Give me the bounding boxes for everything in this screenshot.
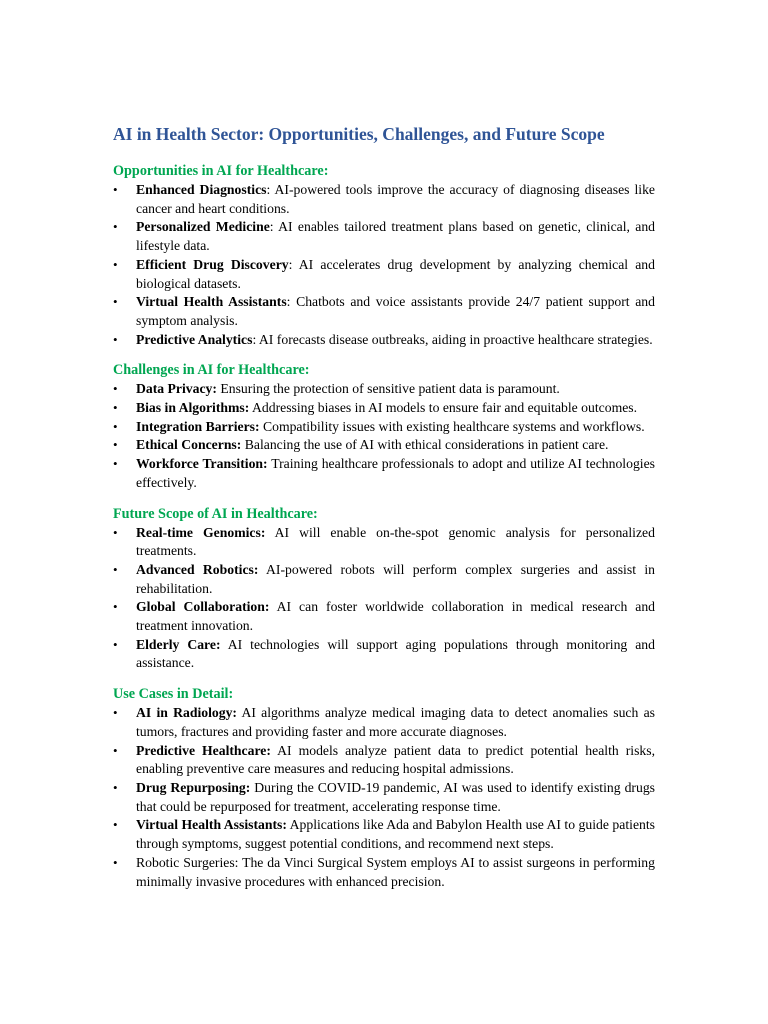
bullet-icon: •	[113, 742, 118, 758]
item-term: Integration Barriers:	[136, 418, 260, 434]
item-text: AI-powered robots will perform complex surgeries and assist in rehabilitation.	[136, 561, 655, 596]
list-item	[113, 181, 655, 218]
list-item	[113, 331, 655, 350]
list-item	[113, 742, 655, 779]
section-heading: Challenges in AI for Healthcare:	[113, 362, 310, 379]
item-term: Efficient Drug Discovery	[136, 256, 289, 272]
list-item	[113, 218, 655, 255]
item-term: Data Privacy:	[136, 381, 217, 397]
item-text: AI models analyze patient data to predict potential health risks, enabling preventive care measures and reducing hospital admissions.	[136, 742, 656, 777]
bullet-icon: •	[113, 524, 118, 540]
document-body	[113, 122, 655, 891]
list-item	[113, 636, 655, 673]
bullet-icon: •	[113, 636, 118, 652]
item-term: Virtual Health Assistants:	[136, 817, 287, 833]
bullet-icon: •	[113, 331, 118, 347]
item-text: AI technologies will support aging populations through monitoring and assistance.	[136, 636, 655, 671]
bullet-icon: •	[113, 561, 118, 577]
bullet-icon: •	[113, 294, 118, 310]
bullet-list	[113, 181, 655, 349]
list-item	[113, 854, 655, 891]
list-item	[113, 524, 655, 561]
list-item	[113, 256, 655, 293]
item-text: Compatibility issues with existing healthcare systems and workflows.	[259, 418, 645, 434]
item-text: : AI enables tailored treatment plans based on genetic, clinical, and lifestyle data.	[136, 219, 656, 254]
list-item	[113, 399, 655, 418]
bullet-icon: •	[113, 599, 118, 615]
bullet-icon: •	[113, 779, 118, 795]
item-text: Robotic Surgeries: The da Vinci Surgical System employs AI to assist surgeons in performing minimally invasive procedures with enhanced precision.	[136, 854, 655, 889]
item-term: Workforce Transition:	[136, 456, 268, 472]
item-text: Training healthcare professionals to adopt and utilize AI technologies effectively.	[136, 456, 655, 490]
item-term: Predictive Analytics	[136, 331, 253, 347]
section-future-scope	[113, 505, 655, 674]
bullet-icon: •	[113, 437, 118, 453]
item-term: Drug Repurposing:	[136, 779, 251, 795]
bullet-icon: •	[113, 219, 118, 235]
bullet-list	[113, 380, 655, 492]
bullet-list	[113, 704, 655, 891]
item-term: Ethical Concerns:	[136, 437, 242, 453]
list-item	[113, 561, 655, 598]
bullet-icon: •	[113, 182, 118, 197]
list-item	[113, 598, 655, 635]
item-term: Virtual Health Assistants	[136, 294, 287, 310]
item-term: AI in Radiology:	[136, 705, 237, 721]
list-item	[113, 455, 655, 492]
bullet-list	[113, 524, 655, 674]
item-term: Bias in Algorithms:	[136, 400, 250, 416]
item-term: Personalized Medicine	[136, 219, 270, 235]
item-text: : AI accelerates drug development by analyzing chemical and biological datasets.	[136, 256, 655, 291]
list-item	[113, 380, 655, 399]
item-text: Ensuring the protection of sensitive patient data is paramount.	[216, 381, 560, 397]
item-text: During the COVID-19 pandemic, AI was used to identify existing drugs that could be repurposed for treatment, accelerating response time.	[136, 779, 655, 814]
list-item	[113, 779, 655, 816]
item-text: AI algorithms analyze medical imaging data to detect anomalies such as tumors, fractures and providing faster and more accurate diagnoses.	[136, 705, 655, 739]
list-item	[113, 704, 655, 741]
item-text: AI will enable on-the-spot genomic analysis for personalized treatments.	[136, 524, 655, 559]
bullet-icon: •	[113, 381, 118, 397]
item-text: Applications like Ada and Babylon Health use AI to guide patients through symptoms, suggest potential conditions, and recommend next steps.	[136, 817, 655, 852]
list-item	[113, 293, 655, 330]
bullet-icon: •	[113, 418, 118, 434]
section-use-cases	[113, 685, 655, 891]
bullet-icon: •	[113, 400, 118, 416]
document-title: AI in Health Sector: Opportunities, Challenges, and Future Scope	[113, 124, 605, 144]
item-term: Elderly Care:	[136, 636, 221, 652]
section-challenges	[113, 361, 655, 492]
item-term: Real-time Genomics:	[136, 524, 266, 540]
list-item	[113, 436, 655, 455]
item-term: Advanced Robotics:	[136, 561, 259, 577]
bullet-icon: •	[113, 817, 118, 833]
section-heading: Opportunities in AI for Healthcare:	[113, 163, 329, 179]
item-text: : Chatbots and voice assistants provide 24/7 patient support and symptom analysis.	[136, 294, 655, 328]
list-item	[113, 816, 655, 853]
item-text: Addressing biases in AI models to ensure fair and equitable outcomes.	[249, 400, 638, 416]
bullet-icon: •	[113, 256, 118, 272]
section-heading: Future Scope of AI in Healthcare:	[113, 505, 318, 522]
bullet-icon: •	[113, 854, 118, 870]
section-opportunities	[113, 162, 655, 349]
item-text: Balancing the use of AI with ethical considerations in patient care.	[241, 437, 609, 453]
item-text: : AI-powered tools improve the accuracy of diagnosing diseases like cancer and heart conditions.	[136, 182, 655, 216]
list-item	[113, 418, 655, 437]
section-heading: Use Cases in Detail:	[113, 686, 234, 703]
item-term: Predictive Healthcare:	[136, 742, 271, 758]
bullet-icon: •	[113, 456, 118, 472]
bullet-icon: •	[113, 705, 118, 721]
item-term: Global Collaboration:	[136, 599, 270, 615]
item-text: AI can foster worldwide collaboration in medical research and treatment innovation.	[136, 599, 656, 634]
item-text: : AI forecasts disease outbreaks, aiding in proactive healthcare strategies.	[252, 331, 653, 347]
item-term: Enhanced Diagnostics	[136, 182, 267, 197]
